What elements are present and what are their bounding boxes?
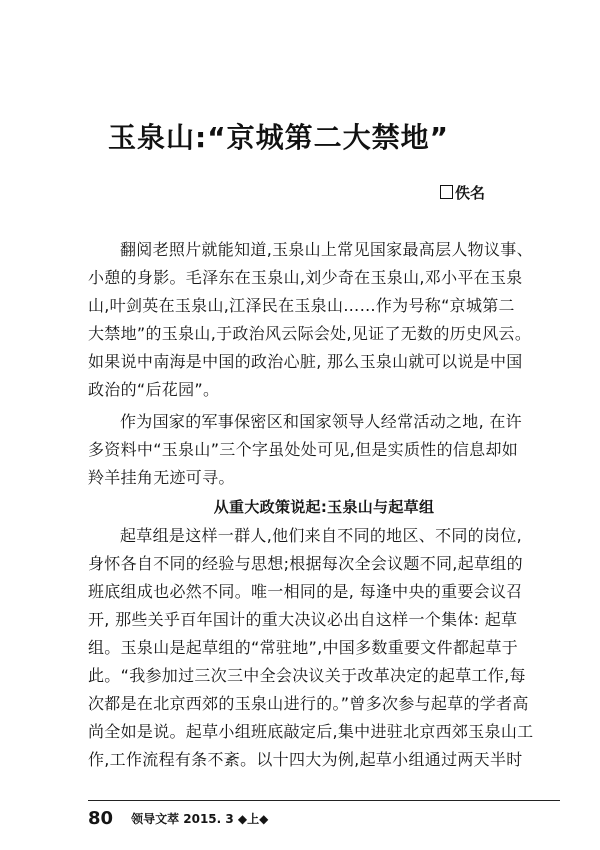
page-number: 80 [88,808,114,829]
text-line: 翻阅老照片就能知道,玉泉山上常见国家最高层人物议事、 [120,240,533,259]
text-line: 次都是在北京西郊的玉泉山进行的。”曾多次参与起草的学者高 [88,694,529,713]
text-line: 此。“我参加过三次三中全会决议关于改革决定的起草工作,每 [88,666,526,685]
author-name: 佚名 [455,184,486,202]
text-line: 身怀各自不同的经验与思想;根据每次全会议题不同,起草组的 [88,554,523,573]
page-footer [88,800,560,829]
article-title: 玉泉山:“京城第二大禁地” [108,121,450,154]
text-line: 羚羊挂角无迹可寻。 [88,468,235,487]
author-byline [440,182,485,203]
journal-issue: 领导文萃 2015. 3 ◆上◆ [131,812,269,826]
text-line: 作,工作流程有条不紊。以十四大为例,起草小组通过两天半时 [88,750,523,769]
text-line: 班底组成也必然不同。唯一相同的是, 每逢中央的重要会议召 [88,582,523,601]
paragraph-3 [88,522,560,774]
text-line: 政治的“后花园”。 [88,380,220,399]
section-heading: 从重大政策说起:玉泉山与起草组 [213,498,435,516]
text-line: 作为国家的军事保密区和国家领导人经常活动之地, 在许 [120,412,522,431]
text-line: 小憩的身影。毛泽东在玉泉山,刘少奇在玉泉山,邓小平在玉泉 [88,268,523,287]
square-marker-icon [440,185,453,199]
text-line: 起草组是这样一群人,他们来自不同的地区、不同的岗位, [120,526,522,545]
paragraph-2 [88,408,560,492]
article-body [88,236,560,774]
text-line: 尚全如是说。起草小组班底敲定后,集中进驻北京西郊玉泉山工 [88,722,534,741]
text-line: 山,叶剑英在玉泉山,江泽民在玉泉山……作为号称“京城第二 [88,296,515,315]
text-line: 多资料中“玉泉山”三个字虽处处可见,但是实质性的信息却如 [88,440,519,459]
text-line: 开, 那些关乎百年国计的重大决议必出自这样一个集体: 起草 [88,610,518,629]
text-line: 如果说中南海是中国的政治心脏, 那么玉泉山就可以说是中国 [88,352,523,371]
text-line: 大禁地”的玉泉山,于政治风云际会处,见证了无数的历史风云。 [88,324,532,343]
text-line: 组。玉泉山是起草组的“常驻地”,中国多数重要文件都起草于 [88,638,519,657]
paragraph-1 [88,236,560,404]
